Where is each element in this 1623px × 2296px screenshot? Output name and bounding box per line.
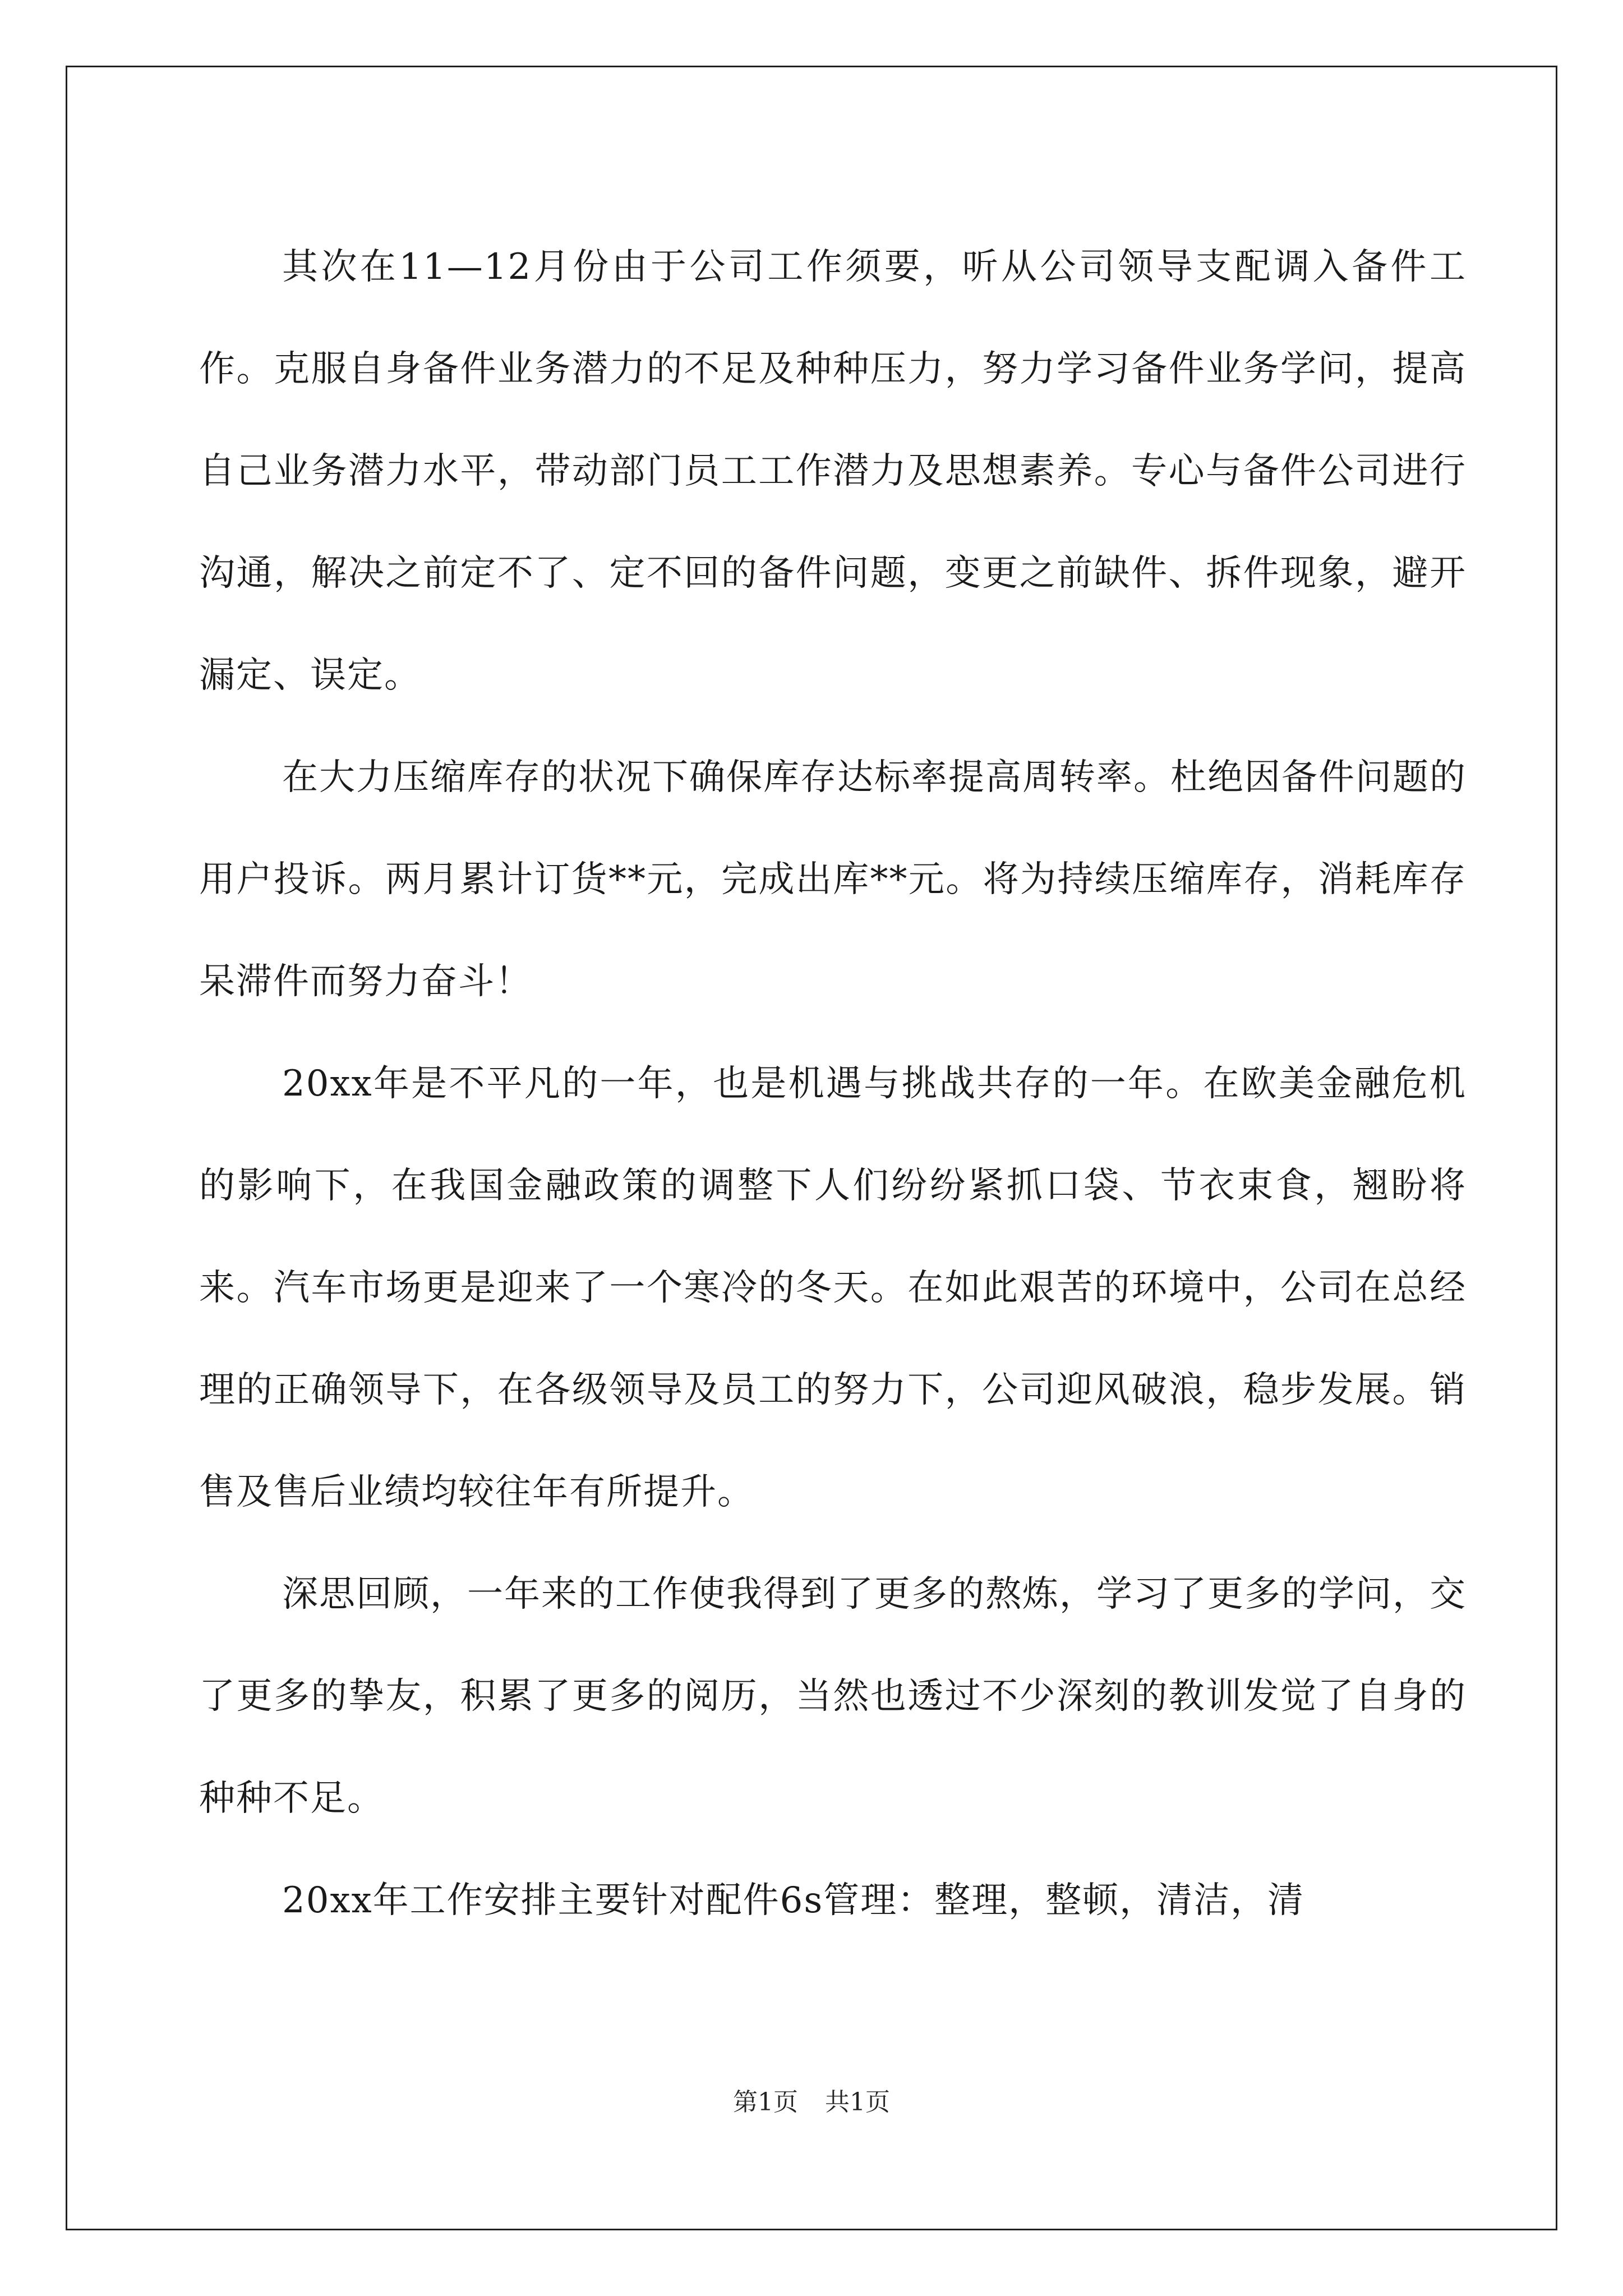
paragraph: 20xx年是不平凡的一年，也是机遇与挑战共存的一年。在欧美金融危机的影响下，在我国金融政策的调整下人们纷纷紧抓口袋、节衣束食，翘盼将来。汽车市场更是迎来了一个寒冷的冬天。在如此艰苦的环境中，公司在总经理的正确领导下，在各级领导及员工的努力下，公司迎风破浪，稳步发展。销售及售后业绩均较往年有所提升。 <box>199 1063 1467 1513</box>
document-body <box>199 216 1467 1952</box>
page-footer <box>0 2086 1623 2119</box>
paragraph: 深思回顾，一年来的工作使我得到了更多的熬炼，学习了更多的学问，交了更多的挚友，积累了更多的阅历，当然也透过不少深刻的教训发觉了自身的种种不足。 <box>199 1573 1467 1819</box>
paragraph: 其次在11—12月份由于公司工作须要，听从公司领导支配调入备件工作。克服自身备件业务潜力的不足及种种压力，努力学习备件业务学问，提高自己业务潜力水平，带动部门员工工作潜力及思想素养。专心与备件公司进行沟通，解决之前定不了、定不回的备件问题，变更之前缺件、拆件现象，避开漏定、误定。 <box>199 246 1467 696</box>
page-number: 第1页 <box>733 2088 798 2116</box>
page-total: 共1页 <box>825 2088 890 2116</box>
paragraph: 20xx年工作安排主要针对配件6s管理：整理，整顿，清洁，清 <box>282 1880 1305 1921</box>
paragraph: 在大力压缩库存的状况下确保库存达标率提高周转率。杜绝因备件问题的用户投诉。两月累计订货**元，完成出库**元。将为持续压缩库存，消耗库存呆滞件而努力奋斗！ <box>199 757 1467 1002</box>
